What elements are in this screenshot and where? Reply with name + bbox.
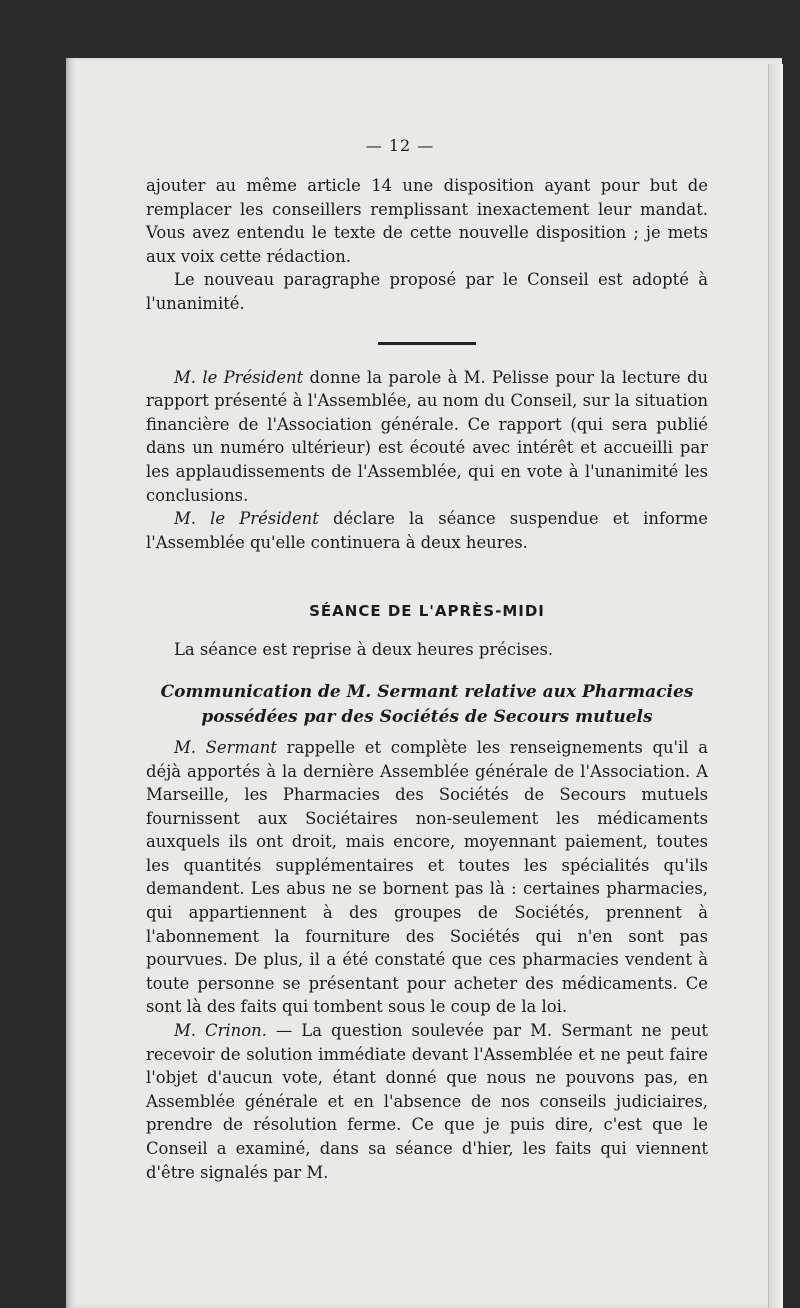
page-edge [768, 64, 783, 1308]
paragraph-text: rappelle et complète les renseignements qu'il a déjà apportés à la dernière Assemblée générale de l'Association. A Marseille, les Pharmacies des Sociétés de Secours mutuels fournissent aux Sociétaires non-seulement les médicaments auxquels ils ont droit, mais encore, moyennant paiement, toutes les quantités supplémentaires et toutes les spécialités qu'ils demandent. Les abus ne se bornent pas là : certaines pharmacies, qui appartiennent à des groupes de Sociétés, prennent à l'abonnement la fourniture des Sociétés qui n'en sont pas pourvues. De plus, il a été constaté que ces pharmacies vendent à toute personne se présentant pour acheter des médicaments. Ce sont là des faits qui tombent sous le coup de la loi. [146, 737, 708, 1017]
paragraph-text: donne la parole à M. Pelisse pour la lecture du rapport présenté à l'Assemblée, au nom du Conseil, sur la situation financière de l'Association générale. Ce rapport (qui sera publié dans un numéro ultérieur) est écouté avec intérêt et accueilli par les applaudissements de l'Assemblée, qui en vote à l'unanimité les conclusions. [146, 367, 708, 505]
paragraph [146, 736, 708, 1019]
paragraph: Le nouveau paragraphe proposé par le Conseil est adopté à l'unanimité. [146, 270, 708, 313]
paragraph [146, 507, 708, 554]
speaker-name: M. Sermant [174, 737, 277, 757]
paragraph [146, 1019, 708, 1184]
page-number: — 12 — [365, 136, 435, 155]
speaker-name: M. le Président [174, 367, 304, 387]
paragraph [146, 366, 708, 508]
paragraph-text: déclare la séance suspendue et informe l'Assemblée qu'elle continuera à deux heures. [146, 509, 708, 552]
subsection-title-line: Communication de M. Sermant relative aux Pharmacies [160, 681, 694, 702]
speaker-name: M. le Président [174, 509, 319, 529]
separator-rule [378, 342, 476, 345]
speaker-name: M. Crinon. [174, 1021, 267, 1041]
paragraph: La séance est reprise à deux heures précises. [174, 640, 554, 660]
subsection-title-line: possédées par des Sociétés de Secours mutuels [201, 706, 653, 727]
subsection-title [146, 680, 708, 730]
paragraph-text: — La question soulevée par M. Sermant ne peut recevoir de solution immédiate devant l'Assemblée et ne peut faire l'objet d'aucun vote, étant donné que nous ne pouvons pas, en Assemblée générale et en l'absence de nos conseils judiciaires, prendre de résolution ferme. Ce que je puis dire, c'est que le Conseil a examiné, dans sa séance d'hier, les faits qui viennent d'être signalés par M. [146, 1021, 708, 1182]
paragraph: ajouter au même article 14 une disposition ayant pour but de remplacer les conseillers remplissant inexactement leur mandat. Vous avez entendu le texte de cette nouvelle disposition ; je mets aux voix cette rédaction. [146, 176, 708, 266]
section-title: SÉANCE DE L'APRÈS-MIDI [309, 602, 545, 621]
body-text [146, 174, 708, 1184]
